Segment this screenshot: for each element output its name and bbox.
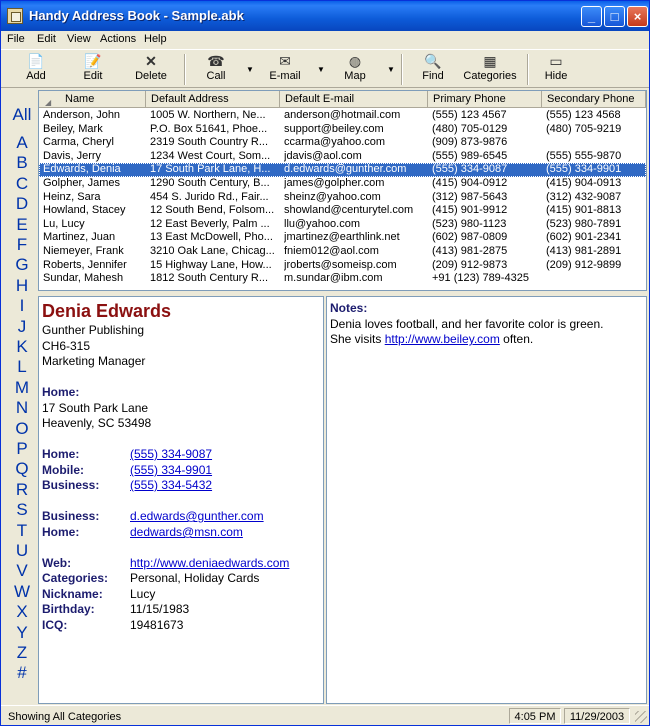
alphabet-letter[interactable]: Q	[15, 459, 29, 479]
envelope-icon: ✉	[279, 53, 291, 69]
toolbar-separator	[184, 54, 186, 85]
table-row[interactable]	[39, 245, 646, 259]
column-header-secondary-phone[interactable]: Secondary Phone	[542, 91, 646, 108]
table-cell: Carma, Cheryl	[43, 136, 114, 149]
column-header-label: Name	[65, 93, 95, 105]
categories-icon: ▦	[483, 53, 497, 69]
table-row[interactable]	[39, 123, 646, 137]
table-cell: (480) 705-0129	[432, 122, 508, 135]
table-cell: Sundar, Mahesh	[43, 272, 124, 285]
alphabet-letter[interactable]: S	[16, 500, 28, 520]
call-label: Call	[206, 70, 226, 82]
alphabet-letter[interactable]: C	[15, 173, 29, 193]
notes-label: Notes:	[330, 301, 368, 315]
contact-name: Denia Edwards	[42, 301, 172, 321]
table-cell: 2319 South Country R...	[150, 136, 269, 149]
categories-label: Categories	[463, 70, 517, 82]
hide-label: Hide	[544, 70, 568, 82]
window-title: Handy Address Book - Sample.abk	[29, 8, 244, 23]
table-cell: (415) 904-0912	[432, 177, 508, 189]
find-icon: 🔍	[424, 53, 442, 69]
address-line1: 17 South Park Lane	[42, 401, 149, 415]
table-cell: james@golpher.com	[284, 177, 385, 189]
contact-company: Gunther Publishing	[42, 323, 145, 337]
table-row[interactable]	[39, 136, 646, 150]
table-cell: (602) 987-0809	[432, 231, 508, 244]
notes-text: She visits	[330, 332, 385, 346]
table-cell: (209) 912-9873	[432, 258, 508, 271]
table-cell: 1812 South Century R...	[150, 272, 269, 285]
add-contact-icon: 📄	[27, 53, 45, 69]
status-bar	[1, 705, 649, 725]
phone-business-link[interactable]: (555) 334-5432	[130, 478, 213, 492]
table-cell: 12 South Bend, Folsom...	[150, 204, 275, 217]
table-cell: showland@centurytel.com	[284, 204, 414, 217]
alphabet-letter[interactable]: B	[16, 153, 28, 173]
column-header-email[interactable]: Default E-mail	[280, 91, 428, 108]
table-cell: sheinz@yahoo.com	[284, 190, 381, 203]
notes-line1: Denia loves football, and her favorite color is green.	[330, 317, 604, 331]
table-cell: (602) 901-2341	[546, 231, 622, 244]
birthday-label: Birthday:	[42, 602, 95, 616]
resize-grip-icon[interactable]	[635, 711, 647, 723]
table-cell: support@beiley.com	[284, 122, 384, 135]
table-row[interactable]	[39, 231, 646, 245]
alphabet-letter[interactable]: E	[16, 214, 28, 234]
table-cell: (909) 873-9876	[432, 136, 508, 149]
contact-detail-pane	[38, 296, 324, 704]
close-button[interactable]: ×	[627, 6, 648, 27]
contact-list[interactable]	[38, 90, 647, 291]
table-cell: Martinez, Juan	[43, 231, 116, 244]
minimize-button[interactable]: _	[581, 6, 602, 27]
table-cell: Beiley, Mark	[43, 122, 103, 135]
maximize-button[interactable]: □	[604, 6, 625, 27]
phone-home-link[interactable]: (555) 334-9087	[130, 447, 213, 461]
table-cell: (312) 987-5643	[432, 190, 508, 203]
web-label: Web:	[42, 556, 72, 570]
table-row[interactable]	[39, 109, 646, 123]
edit-button[interactable]	[75, 53, 111, 86]
column-header-primary-phone[interactable]: Primary Phone	[428, 91, 542, 108]
table-cell: fniem012@aol.com	[284, 245, 379, 257]
delete-icon: ✕	[145, 53, 157, 69]
table-cell: (523) 980-1123	[432, 217, 507, 230]
alphabet-letter[interactable]: K	[16, 337, 28, 356]
alphabet-letter[interactable]: V	[16, 561, 28, 581]
icq-value: 19481673	[130, 618, 184, 632]
alphabet-letter[interactable]: D	[15, 194, 29, 214]
alphabet-letter[interactable]: N	[15, 398, 29, 418]
address-line2: Heavenly, SC 53498	[42, 416, 152, 430]
call-dropdown-arrow[interactable]: ▼	[246, 65, 254, 74]
edit-icon: 📝	[84, 53, 102, 69]
alphabet-letter[interactable]: M	[14, 377, 30, 397]
menu-bar	[1, 31, 649, 50]
table-cell: jmartinez@earthlink.net	[284, 231, 400, 244]
call-button[interactable]	[199, 53, 233, 86]
alphabet-index	[7, 105, 37, 685]
icq-label: ICQ:	[42, 618, 68, 632]
email-business-link[interactable]: d.edwards@gunther.com	[130, 509, 264, 523]
table-cell: 1234 West Court, Som...	[150, 149, 271, 162]
table-cell: (555) 989-6545	[432, 149, 508, 162]
table-cell: jroberts@someisp.com	[284, 258, 397, 271]
table-row[interactable]	[39, 163, 646, 177]
phone-mobile-link[interactable]: (555) 334-9901	[130, 463, 213, 477]
alphabet-letter[interactable]: Z	[16, 643, 28, 662]
menu-help[interactable]: Help	[144, 33, 167, 45]
table-cell: (555) 123 4567	[432, 109, 507, 121]
add-label: Add	[26, 70, 46, 82]
status-date: 11/29/2003	[564, 708, 630, 724]
email-button[interactable]	[267, 53, 303, 86]
alphabet-letter[interactable]: F	[16, 235, 28, 254]
table-cell: P.O. Box 51641, Phoe...	[150, 122, 268, 135]
map-button[interactable]	[339, 53, 371, 86]
column-header-address[interactable]: Default Address	[146, 91, 280, 108]
table-row[interactable]	[39, 204, 646, 218]
table-cell: d.edwards@gunther.com	[284, 163, 407, 176]
table-cell: jdavis@aol.com	[284, 149, 362, 162]
alphabet-letter[interactable]: R	[15, 479, 29, 499]
alphabet-letter[interactable]: Y	[16, 622, 28, 642]
column-header-name[interactable]	[39, 91, 146, 108]
alphabet-all[interactable]: All	[12, 105, 32, 124]
phone-icon: ☎	[207, 53, 225, 69]
alphabet-letter[interactable]: U	[15, 541, 29, 560]
nickname-label: Nickname:	[42, 587, 103, 601]
table-cell: Davis, Jerry	[43, 149, 102, 162]
alphabet-letter[interactable]: L	[17, 357, 27, 377]
status-text: Showing All Categories	[8, 711, 122, 723]
table-cell: ccarma@yahoo.com	[284, 136, 386, 149]
table-cell: (415) 901-9912	[432, 204, 508, 217]
table-cell: (415) 904-0913	[546, 177, 622, 189]
table-cell: 1290 South Century, B...	[150, 177, 270, 189]
toolbar-separator	[527, 54, 529, 85]
alphabet-letter[interactable]: P	[16, 439, 28, 458]
table-row[interactable]	[39, 191, 646, 205]
web-link[interactable]: http://www.deniaedwards.com	[130, 556, 290, 570]
phone-mobile-label: Mobile:	[42, 463, 84, 477]
table-cell: Howland, Stacey	[43, 204, 126, 217]
alphabet-letter[interactable]: H	[15, 275, 29, 295]
add-button[interactable]	[19, 53, 53, 86]
menu-file[interactable]: File	[7, 33, 25, 45]
list-header	[39, 91, 646, 108]
table-cell: (413) 981-2891	[546, 245, 622, 257]
table-cell: Edwards, Denia	[43, 163, 121, 176]
categories-field-label: Categories:	[42, 571, 109, 585]
toolbar	[1, 51, 649, 88]
alphabet-letter[interactable]: J	[17, 316, 27, 336]
table-cell: (523) 980-7891	[546, 217, 622, 230]
birthday-value: 11/15/1983	[130, 602, 190, 616]
sort-indicator-icon: ◢	[45, 98, 52, 107]
table-cell: Lu, Lucy	[43, 217, 85, 230]
alphabet-letter[interactable]: I	[19, 296, 25, 316]
table-row[interactable]	[39, 150, 646, 164]
email-home-link[interactable]: dedwards@msn.com	[130, 525, 243, 539]
table-cell: Niemeyer, Frank	[43, 245, 124, 257]
alphabet-letter[interactable]: A	[16, 133, 28, 152]
phone-home-label: Home:	[42, 447, 80, 461]
toolbar-separator	[401, 54, 403, 85]
email-home-label: Home:	[42, 525, 80, 539]
nickname-value: Lucy	[130, 587, 156, 601]
contact-office: CH6-315	[42, 339, 91, 353]
notes-pane[interactable]	[326, 296, 647, 704]
alphabet-letter[interactable]: G	[15, 255, 29, 275]
table-cell: 3210 Oak Lane, Chicag...	[150, 245, 275, 257]
table-cell: anderson@hotmail.com	[284, 109, 401, 121]
address-book-icon	[7, 8, 23, 24]
table-cell: (555) 334-9901	[546, 163, 622, 176]
delete-label: Delete	[135, 70, 167, 82]
table-row[interactable]	[39, 218, 646, 232]
find-label: Find	[422, 70, 444, 82]
alphabet-letter[interactable]: #	[17, 663, 27, 683]
menu-actions[interactable]: Actions	[100, 33, 137, 45]
alphabet-letter[interactable]: T	[16, 520, 28, 540]
hide-window-icon: ▭	[549, 53, 563, 69]
table-cell: 13 East McDowell, Pho...	[150, 231, 273, 244]
table-cell: (555) 555-9870	[546, 149, 622, 162]
table-cell: +91 (123) 789-4325	[432, 272, 529, 285]
alphabet-letter[interactable]: W	[13, 581, 31, 601]
notes-text: often.	[499, 332, 534, 346]
focus-rectangle	[39, 163, 646, 177]
table-cell: 15 Highway Lane, How...	[150, 258, 272, 271]
notes-line2	[330, 332, 533, 346]
address-label: Home:	[42, 385, 80, 399]
table-cell: 17 South Park Lane, H...	[150, 163, 271, 176]
globe-icon: ◍	[348, 53, 362, 69]
table-cell: (480) 705-9219	[546, 122, 622, 135]
table-cell: Roberts, Jennifer	[43, 258, 127, 271]
email-business-label: Business:	[42, 509, 100, 523]
table-cell: (413) 981-2875	[432, 245, 508, 257]
categories-value: Personal, Holiday Cards	[130, 571, 260, 585]
menu-view[interactable]: View	[67, 33, 91, 45]
table-cell: llu@yahoo.com	[284, 217, 360, 230]
find-button[interactable]	[417, 53, 449, 86]
delete-button[interactable]	[131, 53, 171, 86]
phone-business-label: Business:	[42, 478, 100, 492]
map-label: Map	[344, 70, 366, 82]
menu-edit[interactable]: Edit	[37, 33, 56, 45]
email-label: E-mail	[269, 70, 301, 82]
table-cell: Heinz, Sara	[43, 190, 101, 203]
table-cell: 1005 W. Northern, Ne...	[150, 109, 266, 121]
table-cell: (555) 123 4568	[546, 109, 621, 121]
table-row[interactable]	[39, 177, 646, 191]
hide-button[interactable]	[541, 53, 571, 86]
edit-label: Edit	[83, 70, 103, 82]
table-cell: Anderson, John	[43, 109, 121, 121]
categories-button[interactable]	[461, 53, 519, 86]
table-cell: 454 S. Jurido Rd., Fair...	[150, 190, 269, 203]
title-bar[interactable]	[1, 1, 649, 31]
status-time: 4:05 PM	[509, 708, 561, 724]
notes-link[interactable]: http://www.beiley.com	[384, 332, 500, 346]
alphabet-letter[interactable]: O	[15, 418, 29, 438]
map-dropdown-arrow[interactable]: ▼	[387, 65, 395, 74]
table-cell: 12 East Beverly, Palm ...	[150, 217, 270, 230]
table-cell: (555) 334-9087	[432, 163, 508, 176]
table-row[interactable]	[39, 272, 646, 286]
table-cell: m.sundar@ibm.com	[284, 272, 383, 285]
email-dropdown-arrow[interactable]: ▼	[317, 65, 325, 74]
table-row[interactable]	[39, 259, 646, 273]
contact-job-title: Marketing Manager	[42, 354, 146, 368]
alphabet-letter[interactable]: X	[16, 602, 28, 622]
table-cell: Golpher, James	[43, 177, 121, 189]
table-cell: (209) 912-9899	[546, 258, 622, 271]
table-cell: (312) 432-9087	[546, 190, 622, 203]
table-cell: (415) 901-8813	[546, 204, 622, 217]
